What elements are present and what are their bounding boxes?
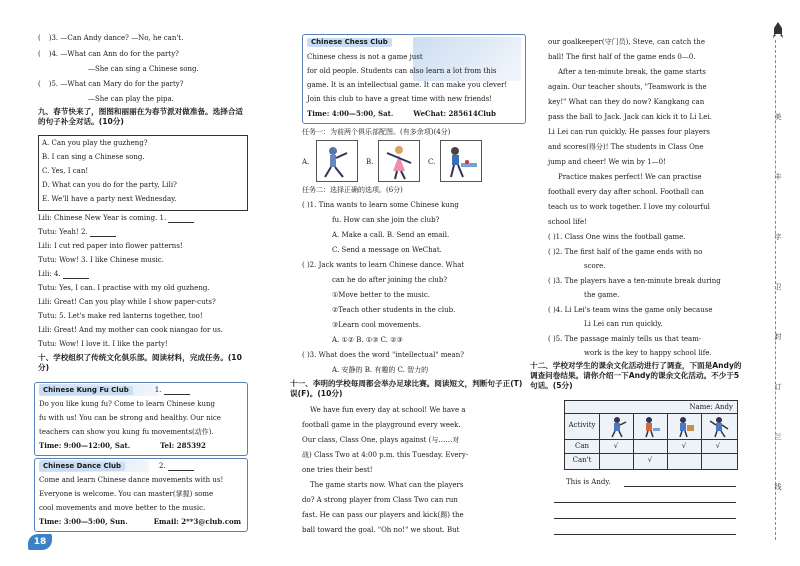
task2-q2-options: A. ①② B. ①③ C. ②③ [332,336,403,344]
survey-table [564,400,738,470]
dialogue-line-10: Tutu: Wow! I love it. I like the party! [38,340,168,348]
right-passage-line-9: jump and cheer! We win by 1—0! [548,158,666,166]
chess-line-3: game. It is an intellectual game. It can make you clever! [307,81,508,89]
chess-club-title: Chinese Chess Club [307,38,392,47]
task2-q2-choice-2: ②Teach other students in the club. [332,306,456,314]
q8-item-5-answer: —She can play the pipa. [88,95,174,103]
task1-label-c: C. [428,158,436,166]
passage-line-8: fast. He can pass our players and kick(踢) the [302,511,464,519]
task2-q1-option-c: C. Send a message on WeChat. [332,246,442,254]
dance-line-1: Come and learn Chinese dance movements with us! [39,476,224,484]
chess-line-1: Chinese chess is not a game just [307,53,423,61]
writing-line-3 [554,518,736,519]
binding-margin [770,22,786,542]
q8-item-3: ( )3. —Can Andy dance? —No, he can't. [38,34,184,42]
page-number-badge: 18 [28,534,52,550]
chess-line-4: Join this club to have a great time with new friends! [307,95,492,103]
chess-line-2: for old people. Students can also learn a lot from this [307,67,497,75]
passage-line-9: ball toward the goal. "Oh no!" we shout. But [302,526,460,534]
dialogue-line-2: Tutu: Yeah! 2. [38,228,248,237]
dialogue-line-5: Lili: 4. [38,270,248,279]
dance-line-3: cool movements and move better to the music. [39,504,206,512]
right-passage-line-4: again. Our teacher shouts, "Teamwork is the [548,83,707,91]
tf-item-1: ( )1. Class One wins the football game. [548,233,686,241]
right-passage-line-6: pass the ball to Jack. Jack can kick it to Li Lei. [548,113,712,121]
right-passage-line-7: Li Lei can run quickly. He passes four players [548,128,710,136]
task2-heading: 任务二：选择正确的选项。(6分) [302,186,403,194]
passage-line-4: 战) Class Two at 4:00 p.m. this Tuesday. Every- [302,451,469,459]
writing-start: This is Andy. [566,478,611,486]
right-passage-line-13: school life! [548,218,587,226]
task1-label-b: B. [366,158,374,166]
task2-q2: ( )2. Jack wants to learn Chinese dance. What [302,261,465,269]
picture-a-kungfu [316,140,358,182]
row-label-activity: Activity [568,421,596,429]
right-passage-line-8: and scores(得分)! The students in Class One [548,143,704,151]
chess-time-row: Time: 4:00—5:00, Sat. WeChat: 285614Club [307,109,496,118]
can-mark-1: √ [613,442,619,450]
right-passage-line-11: football every day after school. Football can [548,188,704,196]
task2-q2-cont: can he do after joining the club? [332,276,448,284]
writing-line-4 [554,534,736,535]
row-label-can: Can [574,442,590,450]
kungfu-club-title: Chinese Kung Fu Club [39,386,133,395]
dance-club-title-row: Chinese Dance Club 2. [39,462,243,471]
writing-line-2 [554,502,736,503]
q8-item-4-answer: —She can sing a Chinese song. [88,65,199,73]
dance-time-row: Time: 3:00—5:00, Sun. Email: 2**3@club.com [39,517,242,526]
q9-option-a: A. Can you play the guzheng? [42,139,148,147]
right-passage-line-2: ball! The first half of the game ends 0—0. [548,53,696,61]
side-char-3: 字 [774,233,782,241]
tf-item-5: ( )5. The passage mainly tells us that team- [548,335,702,343]
dialogue-line-3: Lili: I cut red paper into flower patterns! [38,242,183,250]
tf-item-4-cont: Li Lei can run quickly. [584,320,663,328]
q9-option-d: D. What can you do for the party, Lili? [42,181,177,189]
right-passage-line-12: teach us to work together. I love my colourful [548,203,710,211]
dialogue-line-7: Lili: Great! Can you play while I show paper-cuts? [38,298,216,306]
tf-item-5-cont: work is the key to happy school life. [584,349,712,357]
tf-item-2-cont: score. [584,262,606,270]
q9-option-e: E. We'll have a party next Wednesday. [42,195,177,203]
passage-line-1: We have fun every day at school! We have a [310,406,466,414]
task2-q2-choice-1: ①Move better to the music. [332,291,431,299]
kungfu-line-3: teachers can show you kung fu movements(动作). [39,428,214,436]
passage-line-5: one tries their best! [302,466,373,474]
dance-club-card [34,458,248,532]
right-passage-line-5: key!" What can they do now? Kangkang can [548,98,705,106]
activity-icon-2 [641,416,661,442]
right-passage-line-1: our goalkeeper(守门员), Steve, can catch the [548,38,705,46]
side-char-7: 兰 [774,433,782,441]
task1-heading: 任务一：为前两个俱乐部配图。(有多余项)(4分) [302,128,451,136]
q8-item-4: ( )4. —What can Ann do for the party? [38,50,179,58]
picture-b-dance [378,140,420,182]
passage-line-6: The game starts now. What can the players [310,481,464,489]
dialogue-line-4: Tutu: Wow! 3. I like Chinese music. [38,256,164,264]
q8-item-5: ( )5. —What can Mary do for the party? [38,80,184,88]
task2-q3: ( )3. What does the word "intellectual" mean? [302,351,464,359]
tf-item-4: ( )4. Li Lei's team wins the game only because [548,306,713,314]
chess-club-card [302,34,526,124]
side-char-5: 封 [774,333,782,341]
side-char-6: 订 [774,383,782,391]
activity-icon-1 [607,416,627,442]
dance-club-title: Chinese Dance Club [39,462,125,471]
kungfu-line-2: fu with us! You can be strong and healthy. Our nice [39,414,221,422]
tf-item-3: ( )3. The players have a ten-minute break during [548,277,721,285]
dialogue-line-9: Lili: Great! And my mother can cook niangao for us. [38,326,223,334]
tf-item-3-cont: the game. [584,291,620,299]
task2-q1: ( )1. Tina wants to learn some Chinese kung [302,201,459,209]
q9-heading: 九、春节快来了，图图和丽丽在为春节派对做准备。选择合适的句子补全对话。(10分) [38,107,244,126]
kungfu-club-card [34,382,248,456]
right-passage-line-10: Practice makes perfect! We can practise [558,173,702,181]
task2-q2-choice-3: ③Learn cool movements. [332,321,422,329]
chess-club-title-row [307,38,521,47]
can-mark-3: √ [681,442,687,450]
dialogue-line-1: Lili: Chinese New Year is coming. 1. [38,214,248,223]
cant-mark-2: √ [647,456,653,464]
kungfu-line-1: Do you like kung fu? Come to learn Chinese kung [39,400,215,408]
q11-heading: 十一、李明的学校每周都会举办足球比赛。阅读短文，判断句子正(T)误(F)。(10分) [290,379,523,398]
rocket-icon [773,22,783,42]
side-char-1: 美 [774,113,782,121]
q9-option-b: B. I can sing a Chinese song. [42,153,145,161]
row-label-cant: Can't [572,456,592,464]
task2-q1-cont: fu. How can she join the club? [332,216,440,224]
activity-icon-3 [675,416,695,442]
activity-icon-4 [709,416,729,442]
q9-option-c: C. Yes, I can! [42,167,89,175]
passage-line-7: do? A strong player from Class Two can run [302,496,458,504]
q10-heading: 十、学校组织了传统文化俱乐部。阅读材料，完成任务。(10分) [38,353,242,372]
dialogue-line-8: Tutu: 5. Let's make red lanterns together, too! [38,312,203,320]
tf-item-2: ( )2. The first half of the game ends with no [548,248,703,256]
passage-line-3: Our class, Class One, plays against (与……对 [302,436,460,444]
task2-q1-options-ab: A. Make a call. B. Send an email. [332,231,450,239]
side-char-4: 卫 [774,283,782,291]
survey-name: Name: Andy [689,403,733,411]
picture-c-chess [440,140,482,182]
task2-q3-options: A. 安静的 B. 有趣的 C. 智力的 [332,366,429,374]
side-char-2: 丰 [774,173,782,181]
q12-heading: 十二、学校对学生的课余文化活动进行了调查，下面是Andy的调查问卷结果。请你介绍一下Andy的课余文化活动。不少于5句话。(5分) [530,361,742,390]
task1-label-a: A. [302,158,310,166]
writing-line-1 [624,486,736,487]
kungfu-time-row: Time: 9:00—12:00, Sat. Tel: 285392 [39,441,206,450]
kungfu-club-title-row: Chinese Kung Fu Club 1. [39,386,243,395]
can-mark-4: √ [715,442,721,450]
right-passage-line-3: After a ten-minute break, the game starts [558,68,706,76]
side-char-8: 线 [774,483,782,491]
passage-line-2: football game in the playground every week. [302,421,461,429]
dance-line-2: Everyone is welcome. You can master(掌握) some [39,490,214,498]
dialogue-line-6: Tutu: Yes, I can. I practise with my old guzheng. [38,284,210,292]
